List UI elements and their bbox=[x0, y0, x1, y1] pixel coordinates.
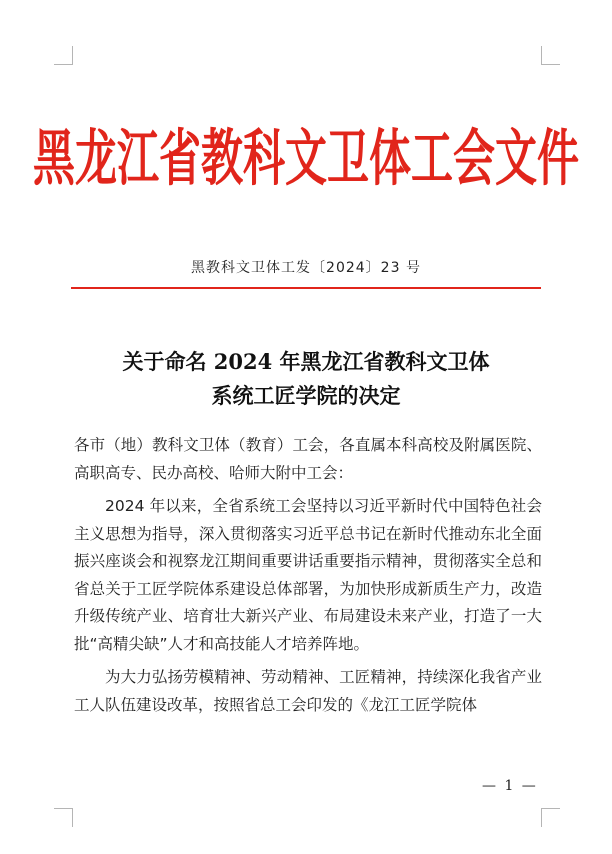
document-body bbox=[74, 432, 542, 719]
body-paragraph-2: 为大力弘扬劳模精神、劳动精神、工匠精神，持续深化我省产业工人队伍建设改革，按照省总工会印发的《龙江工匠学院体 bbox=[74, 668, 542, 714]
document-masthead: 黑龙江省教科文卫体工会文件 bbox=[32, 122, 579, 194]
crop-mark-top-left bbox=[54, 46, 73, 65]
salutation: 各市（地）教科文卫体（教育）工会，各直属本科高校及附属医院、高职高专、民办高校、哈师大附中工会： bbox=[74, 436, 542, 482]
crop-mark-top-right bbox=[541, 46, 560, 65]
document-number: 黑教科文卫体工发〔2024〕23 号 bbox=[191, 260, 421, 276]
red-divider-line bbox=[71, 287, 541, 289]
page-number: — 1 — bbox=[482, 778, 538, 794]
title-line-1: 关于命名 2024 年黑龙江省教科文卫体 bbox=[122, 349, 490, 374]
title-line-2: 系统工匠学院的决定 bbox=[211, 383, 401, 408]
body-paragraph-1: 2024 年以来，全省系统工会坚持以习近平新时代中国特色社会主义思想为指导，深入贯彻落实习近平总书记在新时代推动东北全面振兴座谈会和视察龙江期间重要讲话重要指示精神，贯彻落实全总和省总关于工匠学院体系建设总体部署，为加快形成新质生产力，改造升级传统产业、培育壮大新兴产业、布局建设未来产业，打造了一大批“高精尖缺”人才和高技能人才培养阵地。 bbox=[74, 497, 542, 653]
crop-mark-bottom-left bbox=[54, 808, 73, 827]
document-title bbox=[0, 345, 612, 413]
crop-mark-bottom-right bbox=[541, 808, 560, 827]
